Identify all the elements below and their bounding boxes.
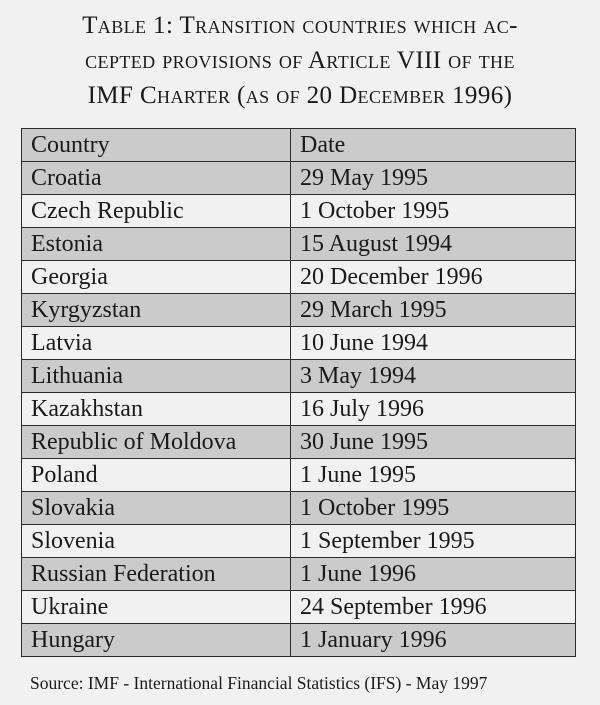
table-row <box>22 624 576 657</box>
country-cell: Lithuania <box>22 360 291 393</box>
country-cell: Czech Republic <box>22 195 291 228</box>
table-row <box>22 393 576 426</box>
table-row <box>22 525 576 558</box>
country-cell: Russian Federation <box>22 558 291 591</box>
date-cell: 29 March 1995 <box>291 294 576 327</box>
table-row <box>22 261 576 294</box>
country-cell: Poland <box>22 459 291 492</box>
date-cell: 16 July 1996 <box>291 393 576 426</box>
date-cell: 1 June 1995 <box>291 459 576 492</box>
country-cell: Ukraine <box>22 591 291 624</box>
table-row <box>22 195 576 228</box>
country-cell: Croatia <box>22 162 291 195</box>
date-cell: 3 May 1994 <box>291 360 576 393</box>
date-cell: 20 December 1996 <box>291 261 576 294</box>
table-header-row <box>22 129 576 162</box>
date-cell: 15 August 1994 <box>291 228 576 261</box>
table-row <box>22 558 576 591</box>
table-row <box>22 294 576 327</box>
country-cell: Latvia <box>22 327 291 360</box>
country-cell: Republic of Moldova <box>22 426 291 459</box>
table-row <box>22 591 576 624</box>
date-cell: 10 June 1994 <box>291 327 576 360</box>
table-row <box>22 228 576 261</box>
country-cell: Hungary <box>22 624 291 657</box>
table-body <box>22 162 576 657</box>
date-cell: 1 June 1996 <box>291 558 576 591</box>
country-cell: Georgia <box>22 261 291 294</box>
table-row <box>22 162 576 195</box>
date-cell: 1 October 1995 <box>291 492 576 525</box>
column-header-country: Country <box>22 129 291 162</box>
column-header-date: Date <box>291 129 576 162</box>
table-row <box>22 459 576 492</box>
table-row <box>22 327 576 360</box>
date-cell: 1 October 1995 <box>291 195 576 228</box>
date-cell: 24 September 1996 <box>291 591 576 624</box>
table-container <box>21 128 575 657</box>
date-cell: 29 May 1995 <box>291 162 576 195</box>
country-cell: Kyrgyzstan <box>22 294 291 327</box>
date-cell: 30 June 1995 <box>291 426 576 459</box>
country-cell: Slovenia <box>22 525 291 558</box>
date-cell: 1 September 1995 <box>291 525 576 558</box>
title-line-2: cepted provisions of Article VIII of the <box>85 47 515 74</box>
title-line-1: Table 1: Transition countries which ac- <box>82 12 518 39</box>
source-note: Source: IMF - International Financial Statistics (IFS) - May 1997 <box>30 673 488 693</box>
article-viii-table <box>21 128 576 657</box>
table-row <box>22 492 576 525</box>
table-row <box>22 360 576 393</box>
date-cell: 1 January 1996 <box>291 624 576 657</box>
table-row <box>22 426 576 459</box>
title-line-3: IMF Charter (as of 20 December 1996) <box>87 82 513 109</box>
country-cell: Slovakia <box>22 492 291 525</box>
country-cell: Estonia <box>22 228 291 261</box>
table-title <box>18 8 582 113</box>
country-cell: Kazakhstan <box>22 393 291 426</box>
